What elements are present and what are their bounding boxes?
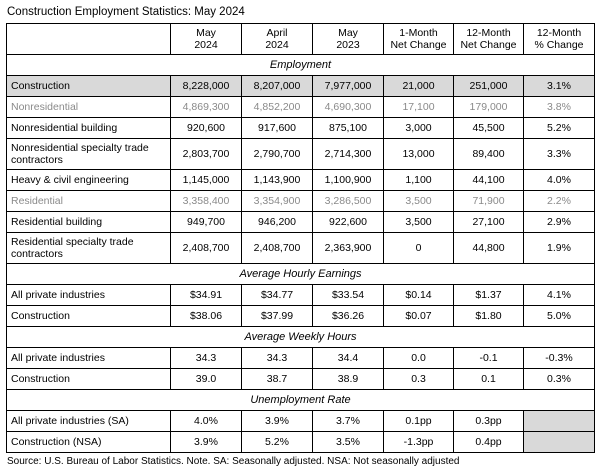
- header-cell-april-2024: [242, 24, 313, 55]
- row-value: 0.1pp: [384, 411, 454, 432]
- section-heading-row: [7, 55, 595, 76]
- row-value: 2.2%: [524, 191, 595, 212]
- row-value: 0.4pp: [454, 432, 524, 453]
- row-value: 21,000: [384, 76, 454, 97]
- row-value: 4.0%: [524, 170, 595, 191]
- section-heading-average-weekly-hours: Average Weekly Hours: [7, 327, 595, 348]
- row-value: $37.99: [242, 306, 313, 327]
- row-value: 3.9%: [242, 411, 313, 432]
- row-value: $33.54: [313, 285, 384, 306]
- table-row: [7, 118, 595, 139]
- header-line-1: 1-Month: [399, 27, 438, 39]
- row-value-empty: [524, 411, 595, 432]
- header-line-2: 2024: [265, 39, 289, 51]
- table-row: [7, 76, 595, 97]
- row-value: $0.07: [384, 306, 454, 327]
- row-label: All private industries: [7, 348, 171, 369]
- header-line-1: May: [196, 27, 216, 39]
- section-heading-employment: Employment: [7, 55, 595, 76]
- row-label: Construction: [7, 306, 171, 327]
- row-value: $36.26: [313, 306, 384, 327]
- row-value: 8,207,000: [242, 76, 313, 97]
- row-value: 3,286,500: [313, 191, 384, 212]
- header-line-1: May: [338, 27, 358, 39]
- row-value: $34.77: [242, 285, 313, 306]
- row-value: 3,500: [384, 191, 454, 212]
- row-value: 875,100: [313, 118, 384, 139]
- table-row: [7, 191, 595, 212]
- row-label: Construction: [7, 76, 171, 97]
- row-label: Construction (NSA): [7, 432, 171, 453]
- row-value: -0.1: [454, 348, 524, 369]
- row-value: 922,600: [313, 212, 384, 233]
- row-value: 3.3%: [524, 139, 595, 170]
- row-value: 179,000: [454, 97, 524, 118]
- row-value: $1.80: [454, 306, 524, 327]
- row-value: 1,100: [384, 170, 454, 191]
- row-value: 0.3%: [524, 369, 595, 390]
- row-label: Residential specialty trade contractors: [7, 233, 171, 264]
- row-value: 0.3: [384, 369, 454, 390]
- row-value: 0.0: [384, 348, 454, 369]
- row-value: 946,200: [242, 212, 313, 233]
- row-value: 4.1%: [524, 285, 595, 306]
- row-value: $1.37: [454, 285, 524, 306]
- row-value: 3,000: [384, 118, 454, 139]
- row-label: Construction: [7, 369, 171, 390]
- row-value: $0.14: [384, 285, 454, 306]
- row-value: 251,000: [454, 76, 524, 97]
- row-value: -0.3%: [524, 348, 595, 369]
- header-line-2: 2024: [194, 39, 218, 51]
- construction-employment-table: [6, 23, 595, 453]
- row-value: 38.7: [242, 369, 313, 390]
- row-value: $34.91: [171, 285, 242, 306]
- section-heading-unemployment-rate: Unemployment Rate: [7, 390, 595, 411]
- row-value: 917,600: [242, 118, 313, 139]
- row-value: -1.3pp: [384, 432, 454, 453]
- section-heading-row: [7, 327, 595, 348]
- row-value: 1,145,000: [171, 170, 242, 191]
- row-value: 0.3pp: [454, 411, 524, 432]
- row-value: 1.9%: [524, 233, 595, 264]
- header-line-2: 2023: [336, 39, 360, 51]
- row-value: 4.0%: [171, 411, 242, 432]
- table-row: [7, 170, 595, 191]
- table-row: [7, 97, 595, 118]
- header-cell-12-month-net-change: [454, 24, 524, 55]
- row-value: 71,900: [454, 191, 524, 212]
- table-row: [7, 348, 595, 369]
- row-label: All private industries: [7, 285, 171, 306]
- row-value: 3.8%: [524, 97, 595, 118]
- row-value: 3.1%: [524, 76, 595, 97]
- table-row: [7, 369, 595, 390]
- row-value: 27,100: [454, 212, 524, 233]
- row-value: 2.9%: [524, 212, 595, 233]
- row-value: 949,700: [171, 212, 242, 233]
- row-value: 2,714,300: [313, 139, 384, 170]
- row-label: Nonresidential specialty trade contractors: [7, 139, 171, 170]
- row-value: 5.2%: [242, 432, 313, 453]
- row-value: 2,408,700: [242, 233, 313, 264]
- table-row: [7, 306, 595, 327]
- row-value: 0.1: [454, 369, 524, 390]
- row-value: 5.0%: [524, 306, 595, 327]
- section-heading-average-hourly-earnings: Average Hourly Earnings: [7, 264, 595, 285]
- row-value: 0: [384, 233, 454, 264]
- row-value: 38.9: [313, 369, 384, 390]
- row-value: 34.3: [171, 348, 242, 369]
- row-value: 7,977,000: [313, 76, 384, 97]
- row-value: 1,143,900: [242, 170, 313, 191]
- header-line-2: Net Change: [390, 39, 447, 51]
- row-value: 13,000: [384, 139, 454, 170]
- table-row: [7, 233, 595, 264]
- row-value: 4,852,200: [242, 97, 313, 118]
- row-value: 3,500: [384, 212, 454, 233]
- row-value: 44,800: [454, 233, 524, 264]
- row-value: 2,363,900: [313, 233, 384, 264]
- header-line-1: April: [266, 27, 288, 39]
- row-value: 3.5%: [313, 432, 384, 453]
- section-heading-row: [7, 390, 595, 411]
- row-value: $38.06: [171, 306, 242, 327]
- row-value: 3,354,900: [242, 191, 313, 212]
- row-value: 8,228,000: [171, 76, 242, 97]
- row-value: 3.9%: [171, 432, 242, 453]
- table-header-row: [7, 24, 595, 55]
- row-value: 39.0: [171, 369, 242, 390]
- row-value: 3,358,400: [171, 191, 242, 212]
- header-cell-1-month-net-change: [384, 24, 454, 55]
- row-value: 2,790,700: [242, 139, 313, 170]
- header-line-1: 12-Month: [536, 27, 582, 39]
- header-cell-blank: [7, 24, 171, 55]
- table-row: [7, 411, 595, 432]
- row-value: 2,803,700: [171, 139, 242, 170]
- header-cell-may-2024: [171, 24, 242, 55]
- table-row: [7, 212, 595, 233]
- row-value: 45,500: [454, 118, 524, 139]
- row-value: 89,400: [454, 139, 524, 170]
- header-cell-12-month-pct-change: [524, 24, 595, 55]
- row-label: Residential: [7, 191, 171, 212]
- row-label: Heavy & civil engineering: [7, 170, 171, 191]
- row-value: 1,100,900: [313, 170, 384, 191]
- page-title: Construction Employment Statistics: May 2024: [7, 6, 245, 18]
- row-value: 4,869,300: [171, 97, 242, 118]
- row-label: Residential building: [7, 212, 171, 233]
- row-value: 5.2%: [524, 118, 595, 139]
- row-label: Nonresidential building: [7, 118, 171, 139]
- row-value: 34.4: [313, 348, 384, 369]
- row-value: 3.7%: [313, 411, 384, 432]
- row-label: All private industries (SA): [7, 411, 171, 432]
- row-value: 34.3: [242, 348, 313, 369]
- header-line-1: 12-Month: [466, 27, 511, 39]
- row-value: 2,408,700: [171, 233, 242, 264]
- row-value: 920,600: [171, 118, 242, 139]
- row-value: 44,100: [454, 170, 524, 191]
- section-heading-row: [7, 264, 595, 285]
- table-row: [7, 285, 595, 306]
- header-line-2: Net Change: [460, 39, 517, 51]
- row-value: 4,690,300: [313, 97, 384, 118]
- row-label: Nonresidential: [7, 97, 171, 118]
- header-cell-may-2023: [313, 24, 384, 55]
- row-value: 17,100: [384, 97, 454, 118]
- table-row: [7, 139, 595, 170]
- source-note: Source: U.S. Bureau of Labor Statistics. Note. SA: Seasonally adjusted. NSA: Not seasonally adjusted: [7, 456, 460, 467]
- header-line-2: % Change: [534, 39, 584, 51]
